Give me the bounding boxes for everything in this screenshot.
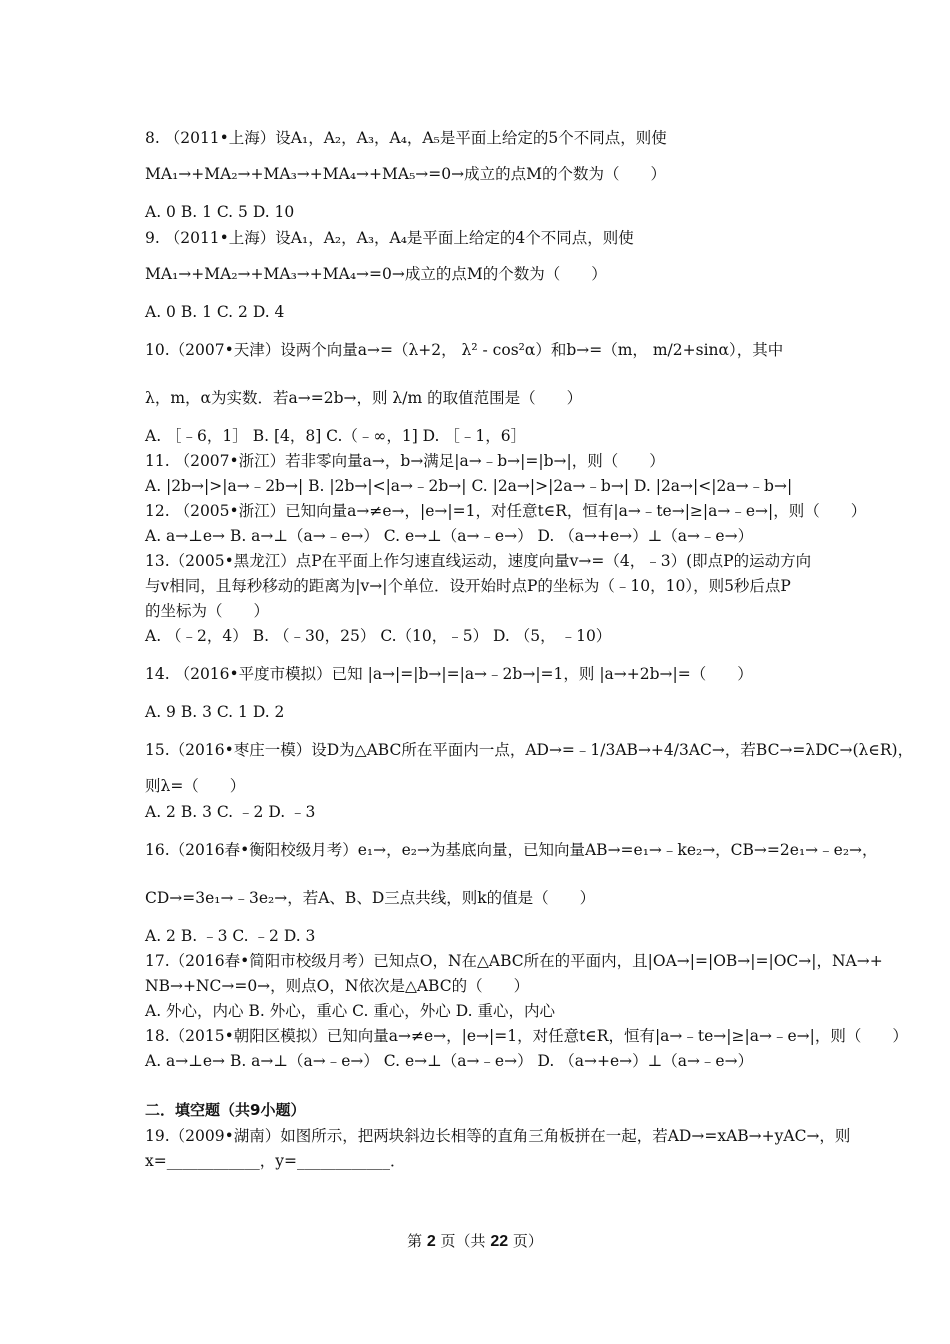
text-line: 8. （2011•上海）设A₁，A₂，A₃，A₄，A₅是平面上给定的5个不同点，则使 [145,129,667,147]
text-line: 与v相同，且每秒移动的距离为|v→|个单位．设开始时点P的坐标为（﹣10，10），则5秒后点P [145,577,791,595]
text-line: MA₁→+MA₂→+MA₃→+MA₄→=0→成立的点M的个数为（ ） [145,265,607,283]
text-line: 16.（2016春•衡阳校级月考）e₁→，e₂→为基底向量，已知向量AB→=e₁→﹣ke₂→，CB→=2e₁→﹣e₂→， [145,841,878,859]
text-line: A. 0 B. 1 C. 2 D. 4 [145,303,285,321]
text-line: 的坐标为（ ） [145,602,270,620]
text-line: 12. （2005•浙江）已知向量a→≠e→，|e→|=1，对任意t∈R，恒有|a→﹣te→|≥|a→﹣e→|，则（ ） [145,502,867,520]
text-line: A. 0 B. 1 C. 5 D. 10 [145,203,295,221]
text-line: 17.（2016春•简阳市校级月考）已知点O，N在△ABC所在的平面内，且|OA→|=|OB→|=|OC→|，NA→+ [145,952,883,970]
text-line: A. a→⊥e→ B. a→⊥（a→﹣e→） C. e→⊥（a→﹣e→） D. （a→+e→）⊥（a→﹣e→） [145,527,754,545]
text-line: A. a→⊥e→ B. a→⊥（a→﹣e→） C. e→⊥（a→﹣e→） D. （a→+e→）⊥（a→﹣e→） [145,1052,754,1070]
text-line: A. 2 B. 3 C. ﹣2 D. ﹣3 [145,803,316,821]
text-line: A. |2b→|>|a→﹣2b→| B. |2b→|<|a→﹣2b→| C. |2a→|>|2a→﹣b→| D. |2a→|<|2a→﹣b→| [145,477,793,495]
footer-page-number: 2 [426,1233,436,1250]
text-line: A. 2 B. ﹣3 C. ﹣2 D. 3 [145,927,316,945]
text-line: NB→+NC→=0→，则点O，N依次是△ABC的（ ） [145,977,530,995]
text-line: 18.（2015•朝阳区模拟）已知向量a→≠e→，|e→|=1，对任意t∈R，恒有|a→﹣te→|≥|a→﹣e→|，则（ ） [145,1027,908,1045]
text-line: 则λ=（ ） [145,777,246,795]
footer-suffix: 页） [512,1232,543,1250]
text-line: λ，m，α为实数．若a→=2b→，则 λ/m 的取值范围是（ ） [145,389,583,407]
footer-prefix: 第 [407,1232,423,1250]
footer-total-pages: 22 [490,1233,509,1250]
text-line: MA₁→+MA₂→+MA₃→+MA₄→+MA₅→=0→成立的点M的个数为（ ） [145,165,666,183]
text-line: 15.（2016•枣庄一模）设D为△ABC所在平面内一点，AD→=﹣1/3AB→+4/3AC→，若BC→=λDC→(λ∈R)， [145,741,914,759]
text-line: 14. （2016•平度市模拟）已知 |a→|=|b→|=|a→﹣2b→|=1，则 |a→+2b→|=（ ） [145,665,753,683]
text-line: x=____________，y=____________． [145,1152,406,1170]
text-line: A. ［﹣6，1］ B. [4，8] C.（﹣∞，1] D. ［﹣1，6］ [145,427,527,445]
page-footer [0,1230,950,1251]
text-line: 9. （2011•上海）设A₁，A₂，A₃，A₄是平面上给定的4个不同点，则使 [145,229,634,247]
text-line: 10.（2007•天津）设两个向量a→=（λ+2， λ² - cos²α）和b→=（m， m/2+sinα），其中 [145,341,784,359]
text-line: A. 9 B. 3 C. 1 D. 2 [145,703,285,721]
text-line: 13.（2005•黑龙江）点P在平面上作匀速直线运动，速度向量v→=（4，﹣3）(即点P的运动方向 [145,552,812,570]
section-heading: 二．填空题（共9小题） [145,1101,306,1119]
text-line: CD→=3e₁→﹣3e₂→，若A、B、D三点共线，则k的值是（ ） [145,889,596,907]
text-line: A. （﹣2，4） B. （﹣30，25） C.（10，﹣5） D. （5， ﹣10） [145,627,612,645]
text-line: A. 外心，内心 B. 外心，重心 C. 重心，外心 D. 重心，内心 [145,1002,555,1020]
text-line: 11. （2007•浙江）若非零向量a→，b→满足|a→﹣b→|=|b→|，则（ ） [145,452,665,470]
text-line: 19.（2009•湖南）如图所示，把两块斜边长相等的直角三角板拼在一起，若AD→=xAB→+yAC→，则 [145,1127,851,1145]
footer-middle: 页（共 [440,1232,486,1250]
